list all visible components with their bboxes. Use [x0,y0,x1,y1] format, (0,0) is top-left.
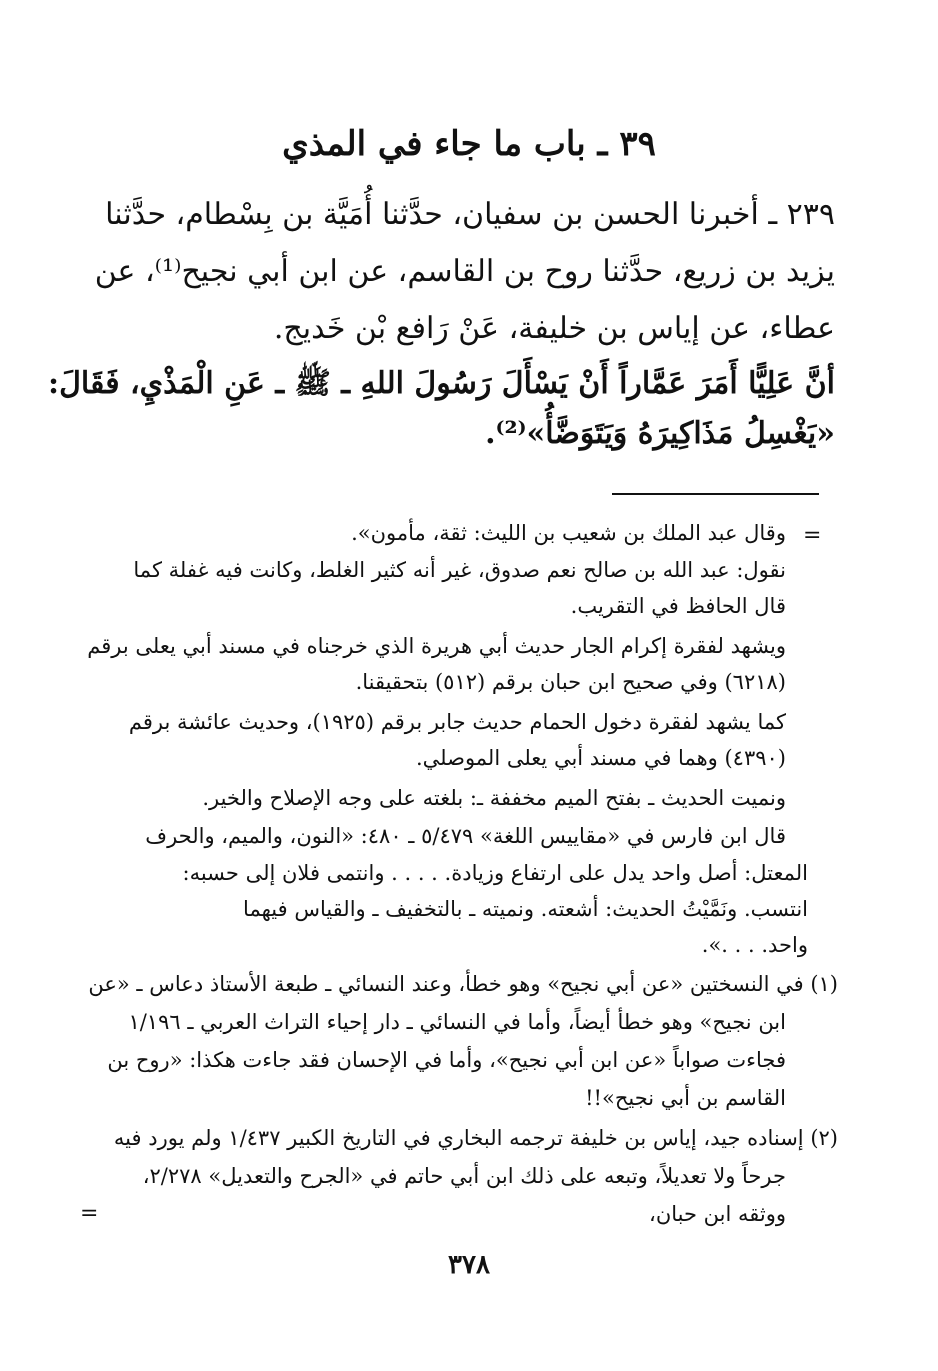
hadith-matn-line-1: أنَّ عَلِيًّا أَمَرَ عَمَّاراً أَنْ يَسْأَلَ رَسُولَ اللهِ ـ ﷺ ـ عَنِ الْمَذْيِ، فَقَالَ: [48,366,835,401]
page-number: ٣٧٨ [448,1250,490,1280]
footnote-1-line: (١) في النسختين «عن أبي نجيح» وهو خطأ، وعند النسائي ـ طبعة الأستاذ دعاس ـ «عن [88,972,838,996]
footnote-1-line: القاسم بن أبي نجيح»!! [585,1086,786,1110]
hadith-isnad-line-1: ٢٣٩ ـ أخبرنا الحسن بن سفيان، حدَّثنا أُمَيَّة بن بِسْطام، حدَّثنا [105,197,835,232]
footnote-2-line: جرحاً ولا تعديلاً، وتبعه على ذلك ابن أبي حاتم في «الجرح والتعديل» ٢/٢٧٨، [142,1164,786,1188]
footnote-continuation-line: قال ابن فارس في «مقاييس اللغة» ٥/٤٧٩ ـ ٤٨٠: «النون، والميم، والحرف [145,824,786,848]
chapter-title: ٣٩ ـ باب ما جاء في المذي [282,124,656,164]
footnote-1-line: ابن نجيح» وهو خطأ أيضاً، وأما في النسائي ـ دار إحياء التراث العربي ـ ١/١٩٦ [128,1010,786,1034]
footnote-1-line: فجاءت صواباً «عن ابن أبي نجيح»، وأما في الإحسان فقد جاءت هكذا: «روح بن [107,1048,786,1072]
footnote-continuation-line: ونميت الحديث ـ بفتح الميم مخففة ـ: بلغته على وجه الإصلاح والخير. [202,786,786,810]
footnote-continuation-line: (٤٣٩٠) وهما في مسند أبي يعلى الموصلي. [415,746,786,770]
footnote-continuation-line: وقال عبد الملك بن شعيب بن الليث: ثقة، مأمون». [351,521,786,545]
footnote-continuation-line: (٦٢١٨) وفي صحيح ابن حبان برقم (٥١٢) بتحقيقنا. [355,670,786,694]
footnote-continuation-line: كما يشهد لفقرة دخول الحمام حديث جابر برقم (١٩٢٥)، وحديث عائشة برقم [128,710,786,734]
continuation-mark-bottom: = [80,1201,99,1226]
footnote-continuation-line: انتسب. ونَمَّيْتُ الحديث: أشعته. ونميته ـ بالتخفيف ـ والقياس فيهما [243,897,808,921]
footnote-separator [612,493,819,495]
continuation-mark-top: = [803,523,822,548]
footnote-continuation-line: المعتل: أصل واحد يدل على ارتفاع وزيادة. . . . . وانتمى فلان إلى حسبه: [182,861,808,885]
hadith-isnad-line-2: يزيد بن زريع، حدَّثنا روح بن القاسم، عن ابن أبي نجيح⁽¹⁾، عن [94,254,835,289]
footnote-2-line: ووثقه ابن حبان، [649,1202,786,1226]
hadith-matn-line-2: «يَغْسِلُ مَذَاكِيرَهُ وَيَتَوَضَّأُ»⁽²⁾. [485,416,835,451]
footnote-continuation-line: نقول: عبد الله بن صالح نعم صدوق، غير أنه كثير الغلط، وكانت فيه غفلة كما [133,558,786,582]
footnote-continuation-line: ويشهد لفقرة إكرام الجار حديث أبي هريرة الذي خرجناه في مسند أبي يعلى برقم [87,634,786,658]
footnote-2-line: (٢) إسناده جيد، إياس بن خليفة ترجمه البخاري في التاريخ الكبير ١/٤٣٧ ولم يورد فيه [113,1126,838,1150]
hadith-isnad-line-3: عطاء، عن إياس بن خليفة، عَنْ رَافع بْن خَديج. [273,311,835,346]
footnote-continuation-line: قال الحافظ في التقريب. [570,594,786,618]
footnote-continuation-line: واحد. . . .». [701,933,808,957]
